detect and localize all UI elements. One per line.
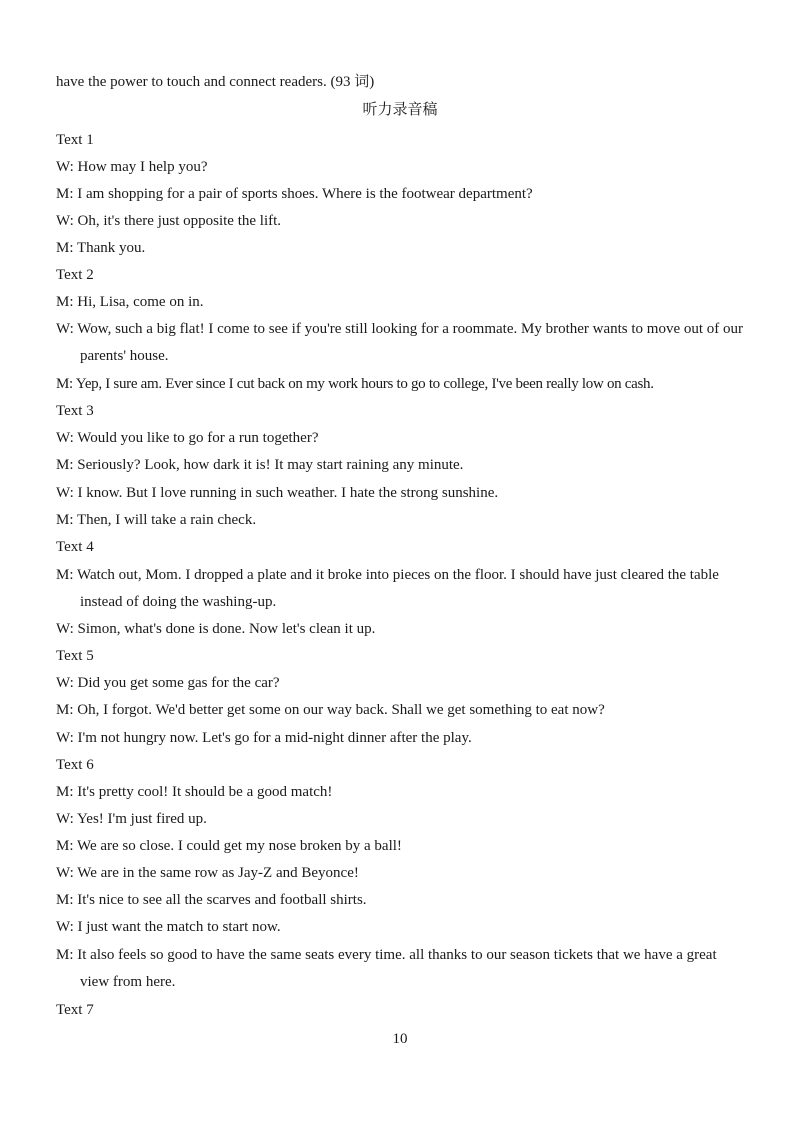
dialogue-line: M: Yep, I sure am. Ever since I cut back on my work hours to go to college, I've been really low on cash. [56,376,654,392]
dialogue-line: M: Then, I will take a rain check. [56,512,257,528]
dialogue-line: W: I know. But I love running in such weather. I hate the strong sunshine. [56,485,499,501]
section-heading-text-4: Text 4 [56,539,94,555]
transcript-heading: 听力录音稿 [362,100,438,118]
dialogue-line: W: Would you like to go for a run together? [56,430,319,446]
section-heading-text-3: Text 3 [56,403,94,419]
dialogue-line: W: How may I help you? [56,159,208,175]
dialogue-line: W: I just want the match to start now. [56,919,281,935]
dialogue-line: M: It also feels so good to have the same seats every time. all thanks to our season tickets that we have a great view from here. [56,947,717,990]
dialogue-line: W: Did you get some gas for the car? [56,675,280,691]
dialogue-line: M: We are so close. I could get my nose broken by a ball! [56,838,402,854]
section-heading-text-1: Text 1 [56,132,94,148]
dialogue-line: W: I'm not hungry now. Let's go for a mid-night dinner after the play. [56,730,472,746]
dialogue-line: W: Oh, it's there just opposite the lift. [56,213,282,229]
dialogue-line: M: I am shopping for a pair of sports shoes. Where is the footwear department? [56,186,533,202]
dialogue-line: M: Seriously? Look, how dark it is! It may start raining any minute. [56,457,464,473]
lead-line: have the power to touch and connect readers. (93 词) [56,74,375,90]
dialogue-line: W: We are in the same row as Jay-Z and Beyonce! [56,865,359,881]
dialogue-line: W: Wow, such a big flat! I come to see if you're still looking for a roommate. My brother wants to move out of our parents' house. [56,321,744,364]
section-heading-text-7: Text 7 [56,1002,94,1018]
dialogue-line: M: Hi, Lisa, come on in. [56,294,204,310]
dialogue-line: M: Oh, I forgot. We'd better get some on our way back. Shall we get something to eat now? [56,702,605,718]
dialogue-line: M: Watch out, Mom. I dropped a plate and it broke into pieces on the floor. I should have just cleared the table instead of doing the washing-up. [56,567,719,610]
section-heading-text-5: Text 5 [56,648,94,664]
dialogue-line: M: It's pretty cool! It should be a good match! [56,784,333,800]
page-number: 10 [392,1031,408,1047]
dialogue-line: M: Thank you. [56,240,146,256]
section-heading-text-2: Text 2 [56,267,94,283]
section-heading-text-6: Text 6 [56,757,94,773]
dialogue-line: W: Yes! I'm just fired up. [56,811,207,827]
dialogue-line: W: Simon, what's done is done. Now let's clean it up. [56,621,376,637]
dialogue-line: M: It's nice to see all the scarves and football shirts. [56,892,367,908]
